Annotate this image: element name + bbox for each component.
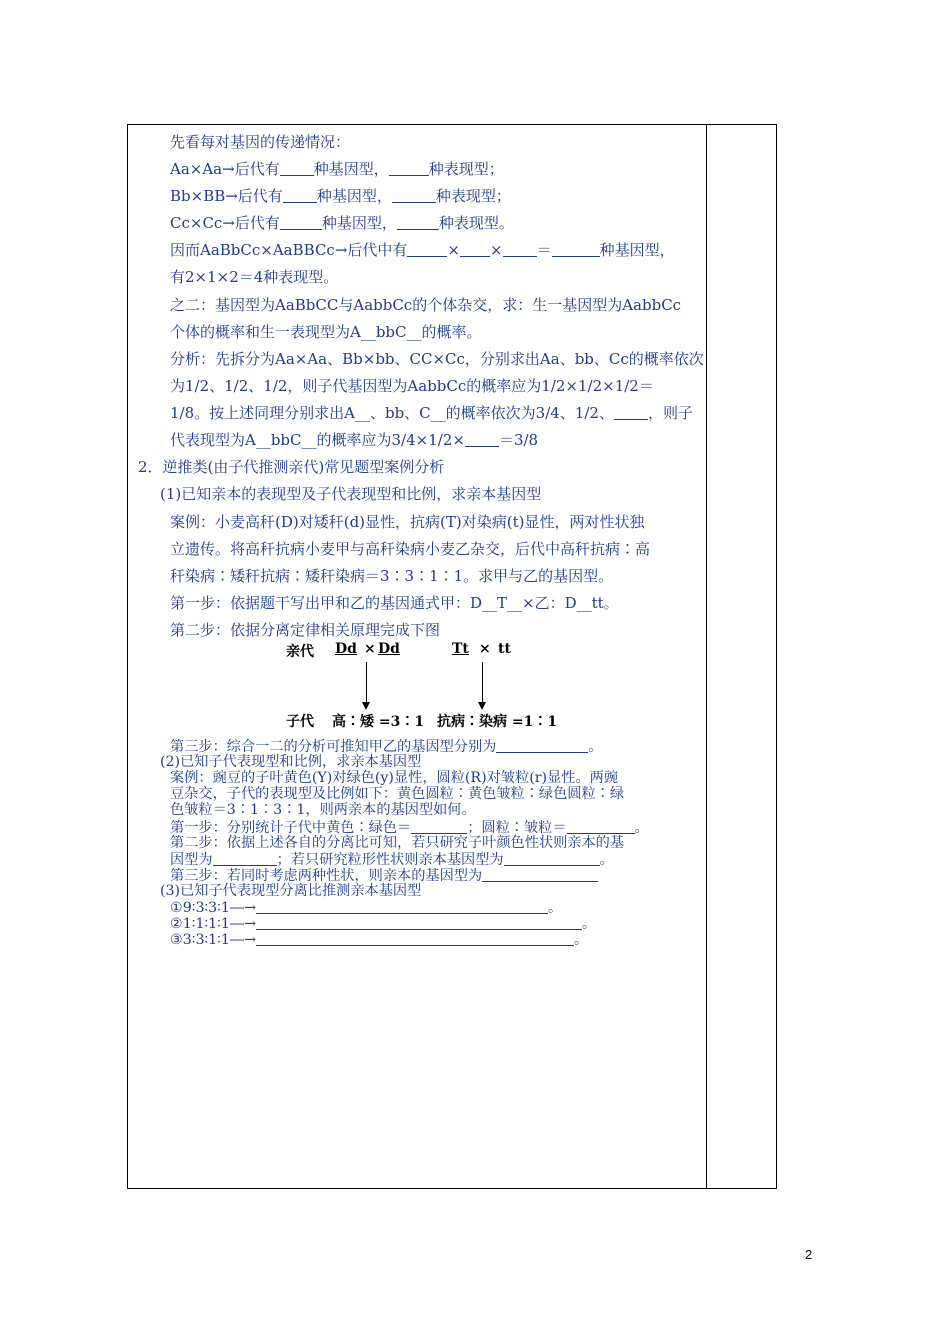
blank [407,241,447,257]
cross-diagram [280,640,580,735]
arrow-line [366,662,367,704]
blank [552,241,600,257]
parent-genotype-t1: Tt [452,641,469,657]
text-line: 色皱粒＝3∶1∶3∶1，则两亲本的基因型如何。 [170,802,476,818]
text-line: 为1/2、1/2、1/2，则子代基因型为AabbCc的概率应为1/2×1/2×1/2＝ [170,377,654,395]
child-label: 子代 [286,714,314,730]
text-line: 因型为 ；若只研究粒形性状则亲本基因型为 。 [170,852,614,869]
cross-sign: × [364,641,376,657]
blank [504,851,600,866]
text-line: 分析：先拆分为Aa×Aa、Bb×bb、CC×Cc，分别求出Aa、bb、Cc的概率依次 [170,350,704,368]
text-line: 第一步：依据题干写出甲和乙的基因通式甲：D__T__×乙：D__tt。 [170,594,619,612]
subsection-heading: (2)已知子代表现型和比例，求亲本基因型 [160,754,422,770]
text-line: ③3∶3∶1∶1―→ 。 [170,932,589,949]
text-line: 有2×1×2＝4种表现型。 [170,268,339,286]
text-line: ①9∶3∶3∶1―→ 。 [170,900,563,917]
text-line: Cc×Cc→后代有 种基因型， 种表现型。 [170,214,514,232]
text-line: Aa×Aa→后代有 种基因型， 种表现型； [170,160,504,178]
parent-label: 亲代 [286,644,314,660]
ratio-height: 高∶矮 =3∶1 [332,714,425,730]
text-line: 因而AaBbCc×AaBBCc→后代中有 × × ＝ 种基因型， [170,241,675,259]
page-number: 2 [805,1247,813,1262]
subsection-heading: (1)已知亲本的表现型及子代表现型和比例，求亲本基因型 [160,485,542,503]
text-line: ②1∶1∶1∶1―→ 。 [170,916,597,933]
blank [256,915,582,930]
text-line: Bb×BB→后代有 种基因型， 种表现型； [170,187,511,205]
blank [567,819,635,834]
text-line: 案例：小麦高秆(D)对矮秆(d)显性，抗病(T)对染病(t)显性，两对性状独 [170,513,645,531]
text-line: 第二步：依据分离定律相关原理完成下图 [170,621,441,639]
subsection-heading: (3)已知子代表现型分离比推测亲本基因型 [160,883,422,899]
arrow-down-icon [478,702,486,710]
column-divider [706,125,707,1188]
blank [213,851,277,866]
blank [397,214,439,230]
text-line: 先看每对基因的传递情况： [170,133,351,151]
arrow-down-icon [362,702,370,710]
parent-genotype-t2: tt [498,641,511,657]
cross-sign: × [479,641,491,657]
blank [465,431,499,447]
text-line: 第一步：分别统计子代中黄色∶绿色＝ ；圆粒∶皱粒＝ 。 [170,820,649,837]
parent-genotype-d1: Dd [335,641,357,657]
blank [280,214,322,230]
text-line: 立遗传。将高秆抗病小麦甲与高秆染病小麦乙杂交，后代中高秆抗病∶高 [170,540,651,558]
blank [503,241,537,257]
text-line: 第二步：依据上述各自的分离比可知，若只研究子叶颜色性状则亲本的基 [170,835,625,851]
text-line: 秆染病∶矮秆抗病∶矮秆染病＝3∶3∶1∶1。求甲与乙的基因型。 [170,567,614,585]
arrow-line [482,662,483,704]
ratio-disease: 抗病∶染病 =1∶1 [437,714,558,730]
blank [256,899,548,914]
blank [614,404,648,420]
blank [283,187,317,203]
text-line: 第三步：综合一二的分析可推知甲乙的基因型分别为 。 [170,739,603,756]
blank [496,738,588,753]
blank [460,241,490,257]
blank [389,160,429,176]
text-line: 代表现型为A__bbC__的概率应为3/4×1/2× ＝3/8 [170,431,539,449]
text-line: 1/8。按上述同理分别求出A__、bb、C__的概率依次为3/4、1/2、 ，则子 [170,404,693,422]
blank [392,187,436,203]
text-line: 第三步：若同时考虑两种性状，则亲本的基因型为 [170,867,598,884]
text-line: 案例：豌豆的子叶黄色(Y)对绿色(y)显性，圆粒(R)对皱粒(r)显性。两豌 [170,770,619,786]
blank [256,931,574,946]
text-line: 豆杂交，子代的表现型及比例如下：黄色圆粒∶黄色皱粒∶绿色圆粒∶绿 [170,786,625,802]
parent-genotype-d2: Dd [378,641,400,657]
blank [482,867,598,882]
section-heading: 2．逆推类(由子代推测亲代)常见题型案例分析 [138,458,445,476]
blank [411,819,467,834]
blank [280,160,314,176]
text-line: 个体的概率和生一表现型为A__bbC__的概率。 [170,323,482,341]
text-line: 之二：基因型为AaBbCC与AabbCc的个体杂交，求：生一基因型为AabbCc [170,296,682,314]
